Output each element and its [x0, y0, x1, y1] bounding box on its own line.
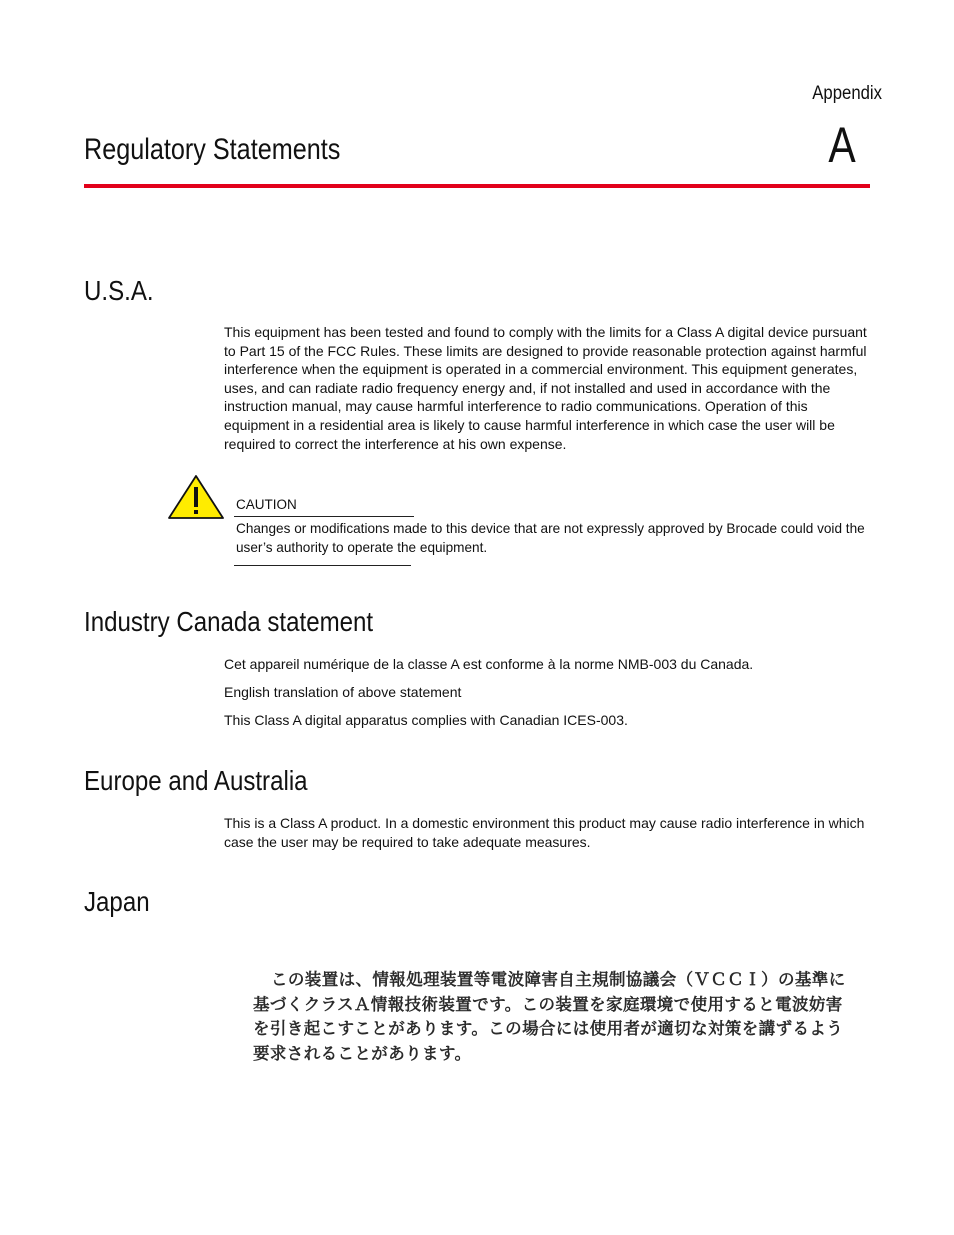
caution-text: Changes or modifications made to this device that are not expressly approved by Brocade could void the user’s authority to operate the equipment. [236, 521, 865, 555]
europe-paragraph: This is a Class A product. In a domestic environment this product may cause radio interference in which case the user may be required to take adequate measures. [224, 815, 865, 850]
section-heading-japan: Japan [84, 886, 150, 917]
section-heading-usa: U.S.A. [84, 275, 154, 306]
section-heading-canada: Industry Canada statement [84, 606, 374, 637]
caution-rule-bottom [234, 565, 411, 566]
page-title: Regulatory Statements [84, 133, 341, 166]
japan-vcci-statement: この装置は、情報処理装置等電波障害自主規制協議会（ＶＣＣＩ）の基準に基づくクラスＡ情報技術装置です。この装置を家庭環境で使用すると電波妨害を引き起こすことがあります。この場合には使用者が適切な対策を講ずるよう要求されることがあります。 [253, 970, 846, 1063]
warning-triangle-icon [166, 473, 226, 521]
title-rule [84, 184, 870, 188]
appendix-letter: A [828, 117, 856, 173]
caution-label: CAUTION [236, 497, 297, 512]
appendix-label: Appendix [812, 83, 882, 104]
canada-translation-note: English translation of above statement [224, 684, 462, 700]
section-heading-europe: Europe and Australia [84, 765, 308, 796]
usa-paragraph: This equipment has been tested and found to comply with the limits for a Class A digital device pursuant to Part 15 of the FCC Rules. These limits are designed to provide reasonable protection against harmful interference when the equipment is operated in a commercial environment. This equipment generates, uses, and can radiate radio frequency energy and, if not installed and used in accordance with the instruction manual, may cause harmful interference to radio communications. Operation of this equipment in a residential area is likely to cause harmful interference in which case the user will be required to correct the interference at his own expense. [224, 324, 867, 452]
canada-french-line: Cet appareil numérique de la classe A est conforme à la norme NMB-003 du Canada. [224, 656, 754, 672]
caution-rule-top [234, 516, 414, 517]
canada-english-line: This Class A digital apparatus complies with Canadian ICES-003. [224, 712, 628, 728]
